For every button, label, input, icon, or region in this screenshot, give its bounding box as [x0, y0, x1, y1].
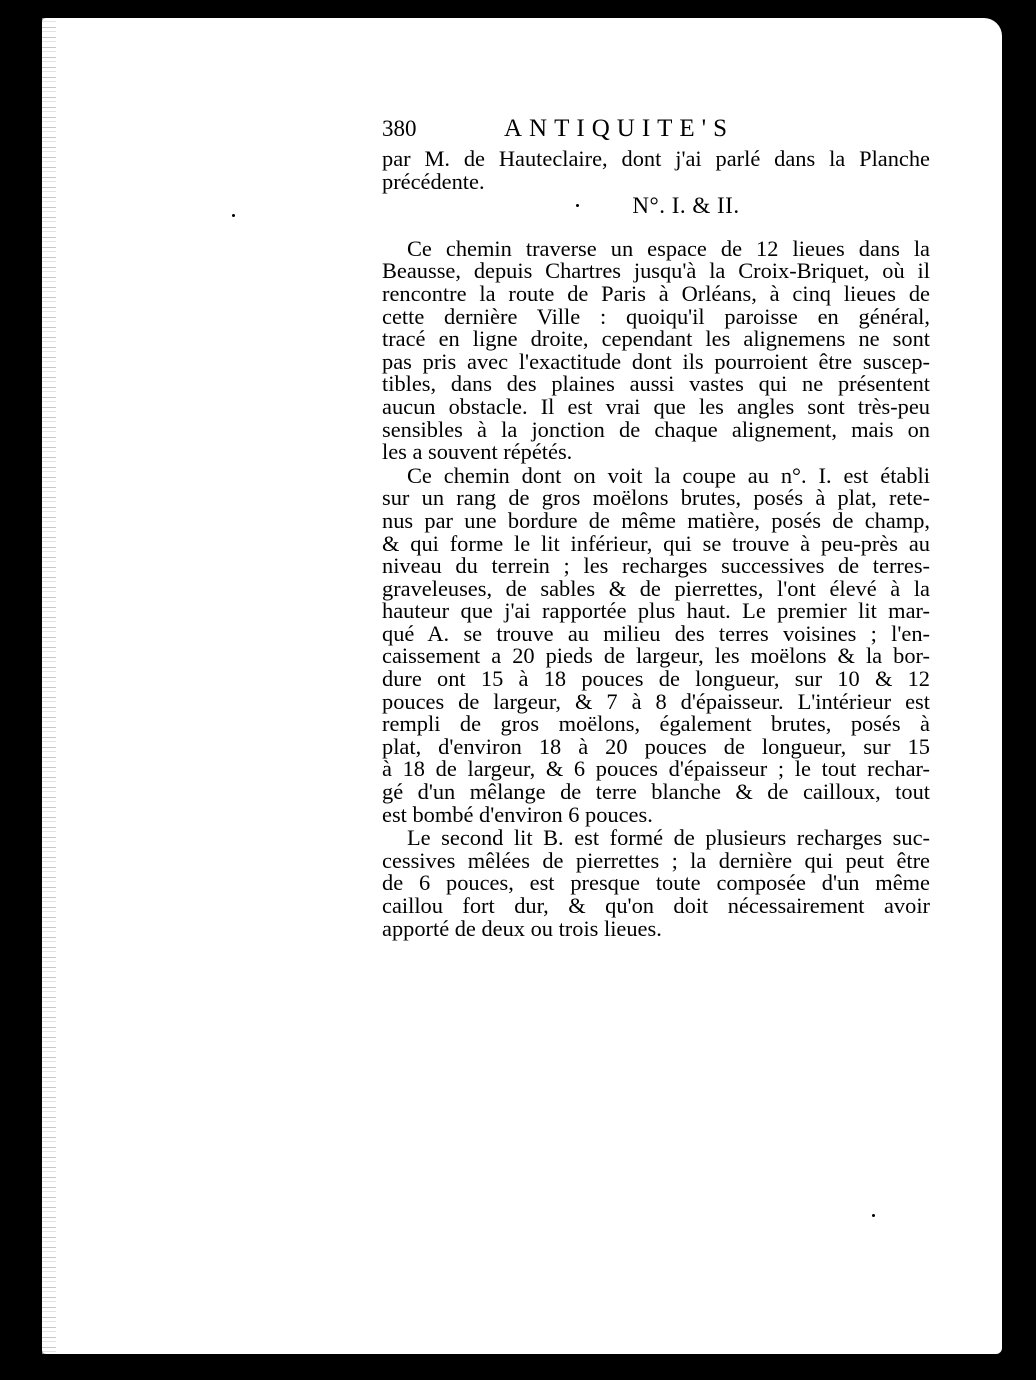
paragraph-2 — [382, 462, 930, 827]
paragraph-1 — [382, 235, 930, 465]
section-title: N°. I. & II. — [632, 193, 740, 219]
text-line: à 18 de largeur, & 6 pouces d'épaisseur ; le tout rechar- — [382, 756, 930, 782]
text-line: aucun obstacle. Il est vrai que les angles sont très-peu — [382, 393, 930, 419]
text-line: cessives mêlées de pierrettes ; la dernière qui peut être — [382, 847, 930, 873]
text-line: plat, d'environ 18 à 20 pouces de longueur, sur 15 — [382, 733, 930, 759]
text-line: apporté de deux ou trois lieues. — [382, 915, 662, 941]
text-line: les a souvent répétés. — [382, 439, 573, 465]
text-line: précédente. — [382, 168, 485, 194]
text-line: rempli de gros moëlons, également brutes, posés à — [382, 711, 930, 737]
text-line: sur un rang de gros moëlons brutes, posés à plat, rete- — [382, 485, 930, 511]
text-line: Ce chemin dont on voit la coupe au n°. I. est établi — [407, 462, 930, 488]
text-line: Le second lit B. est formé de plusieurs recharges suc- — [407, 825, 930, 851]
text-line: par M. de Hauteclaire, dont j'ai parlé dans la Planche — [382, 146, 930, 171]
text-line: Beausse, depuis Chartres jusqu'à la Croix-Briquet, où il — [382, 258, 930, 284]
text-line: rencontre la route de Paris à Orléans, à cinq lieues de — [382, 280, 930, 306]
scanned-page-edge — [42, 18, 56, 1354]
ink-speck — [232, 214, 235, 217]
text-line: est bombé d'environ 6 pouces. — [382, 801, 653, 827]
text-line: de 6 pouces, est presque toute composée d'un même — [382, 870, 930, 896]
text-line: caillou fort dur, & qu'on doit nécessairement avoir — [382, 893, 930, 918]
text-line: qué A. se trouve au milieu des terres voisines ; l'en- — [382, 620, 930, 646]
text-line: sensibles à la jonction de chaque alignement, mais on — [382, 416, 930, 442]
text-line: nus par une bordure de même matière, posés de champ, — [382, 507, 930, 533]
text-line: Ce chemin traverse un espace de 12 lieues dans la — [407, 235, 930, 261]
running-head — [382, 115, 930, 148]
text-line: & qui forme le lit inférieur, qui se trouve à peu-près au — [382, 530, 930, 556]
text-line: graveleuses, de sables & de pierrettes, l'ont élevé à la — [382, 575, 930, 601]
text-line: gé d'un mêlange de terre blanche & de cailloux, tout — [382, 779, 930, 805]
ink-speck — [576, 204, 579, 207]
paragraph-3 — [382, 827, 930, 940]
text-line: pouces de largeur, & 7 à 8 d'épaisseur. L'intérieur est — [382, 688, 930, 714]
text-line: pas pris avec l'exactitude dont ils pourroient être suscep- — [382, 348, 930, 374]
text-line: tibles, dans des plaines aussi vastes qui ne présentent — [382, 371, 930, 397]
text-line: caissement a 20 pieds de largeur, les moëlons & la bor- — [382, 643, 930, 669]
text-line: dure ont 15 à 18 pouces de longueur, sur 10 & 12 — [382, 666, 930, 692]
text-line: hauteur que j'ai rapportée plus haut. Le premier lit mar- — [382, 598, 930, 624]
text-line: cette dernière Ville : quoiqu'il paroisse en général, — [382, 303, 930, 329]
page-number: 380 — [382, 116, 417, 141]
intro-text — [382, 148, 930, 193]
text-line: tracé en ligne droite, cependant les alignemens ne sont — [382, 326, 930, 352]
text-line: niveau du terrein ; les recharges successives de terres- — [382, 553, 930, 579]
page-text — [382, 115, 930, 941]
ink-speck — [872, 1214, 875, 1217]
running-head-title: ANTIQUITE'S — [504, 115, 735, 142]
